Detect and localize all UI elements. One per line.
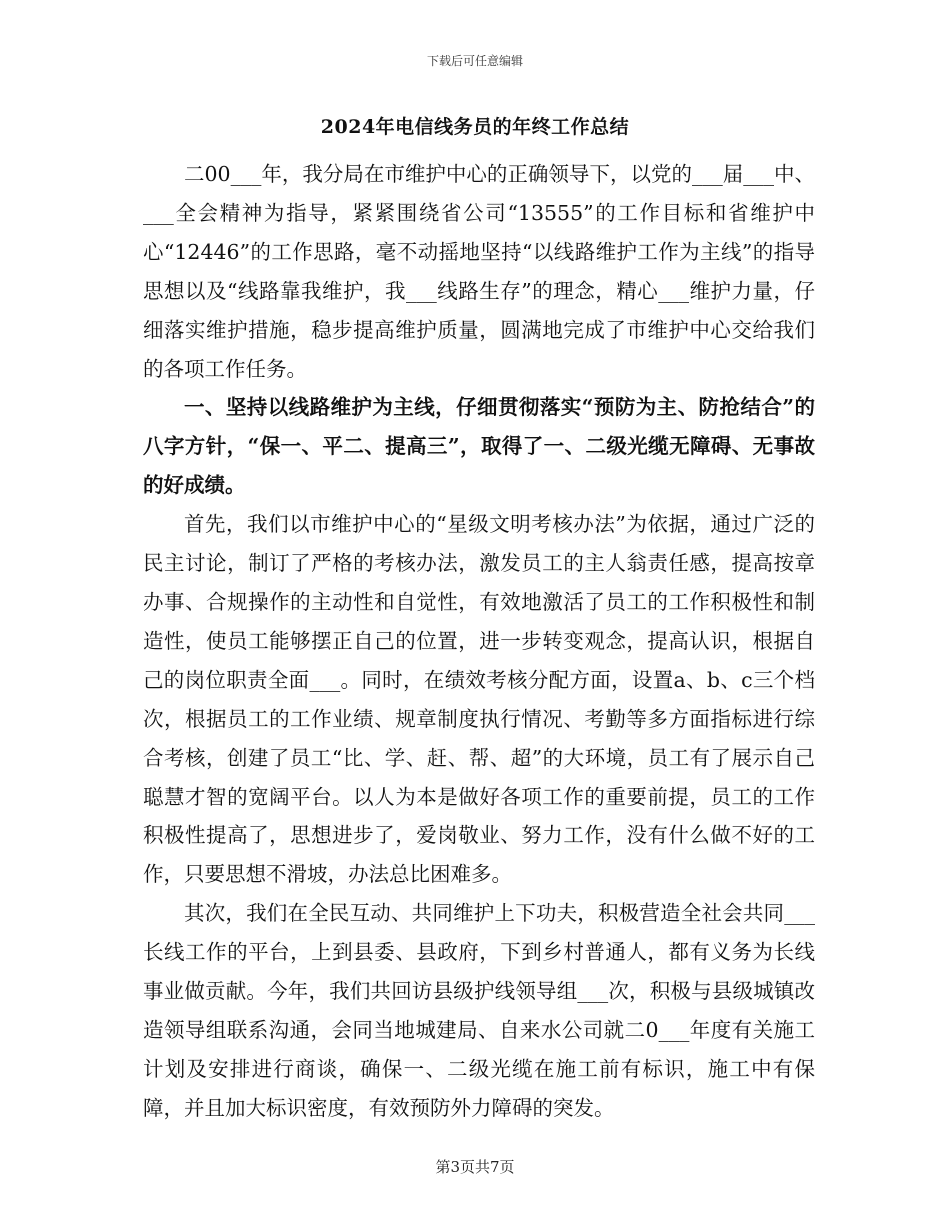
paragraph-first: 首先，我们以市维护中心的“星级文明考核办法”为依据，通过广泛的民主讨论，制订了严格的考核办法，激发员工的主人翁责任感，提高按章办事、合规操作的主动性和自觉性，有效地激活了员工的工作积极性和制造性，使员工能够摆正自己的位置，进一步转变观念，提高认识，根据自己的岗位职责全面___。同时，在绩效考核分配方面，设置a、b、c三个档次，根据员工的工作业绩、规章制度执行情况、考勤等多方面指标进行综合考核，创建了员工“比、学、赶、帮、超”的大环境，员工有了展示自己聪慧才智的宽阔平台。以人为本是做好各项工作的重要前提，员工的工作积极性提高了，思想进步了，爱岗敬业、努力工作，没有什么做不好的工作，只要思想不滑坡，办法总比困难多。 (143, 512, 815, 887)
paragraph-second: 其次，我们在全民互动、共同维护上下功夫，积极营造全社会共同___长线工作的平台，上到县委、县政府，下到乡村普通人，都有义务为长线事业做贡献。今年，我们共回访县级护线领导组___次，积极与县级城镇改造领导组联系沟通，会同当地城建局、自来水公司就二0___年度有关施工计划及安排进行商谈，确保一、二级光缆在施工前有标识，施工中有保障，并且加大标识密度，有效预防外力障碍的突发。 (143, 901, 815, 1120)
document-body (143, 155, 815, 1128)
paragraph-intro: 二00___年，我分局在市维护中心的正确领导下，以党的___届___中、___全会精神为指导，紧紧围绕省公司“13555”的工作目标和省维护中心“12446”的工作思路，毫不动摇地坚持“以线路维护工作为主线”的指导思想以及“线路靠我维护，我___线路生存”的理念，精心___维护力量，仔细落实维护措施，稳步提高维护质量，圆满地完成了市维护中心交给我们的各项工作任务。 (143, 162, 815, 381)
page-number: 第3页共7页 (435, 1158, 515, 1176)
section-heading-1: 一、坚持以线路维护为主线，仔细贯彻落实“预防为主、防抢结合”的八字方针，“保一、平二、提高三”，取得了一、二级光缆无障碍、无事故的好成绩。 (143, 395, 815, 498)
header-note: 下载后可任意编辑 (426, 54, 523, 68)
document-title: 2024年电信线务员的年终工作总结 (320, 116, 630, 138)
